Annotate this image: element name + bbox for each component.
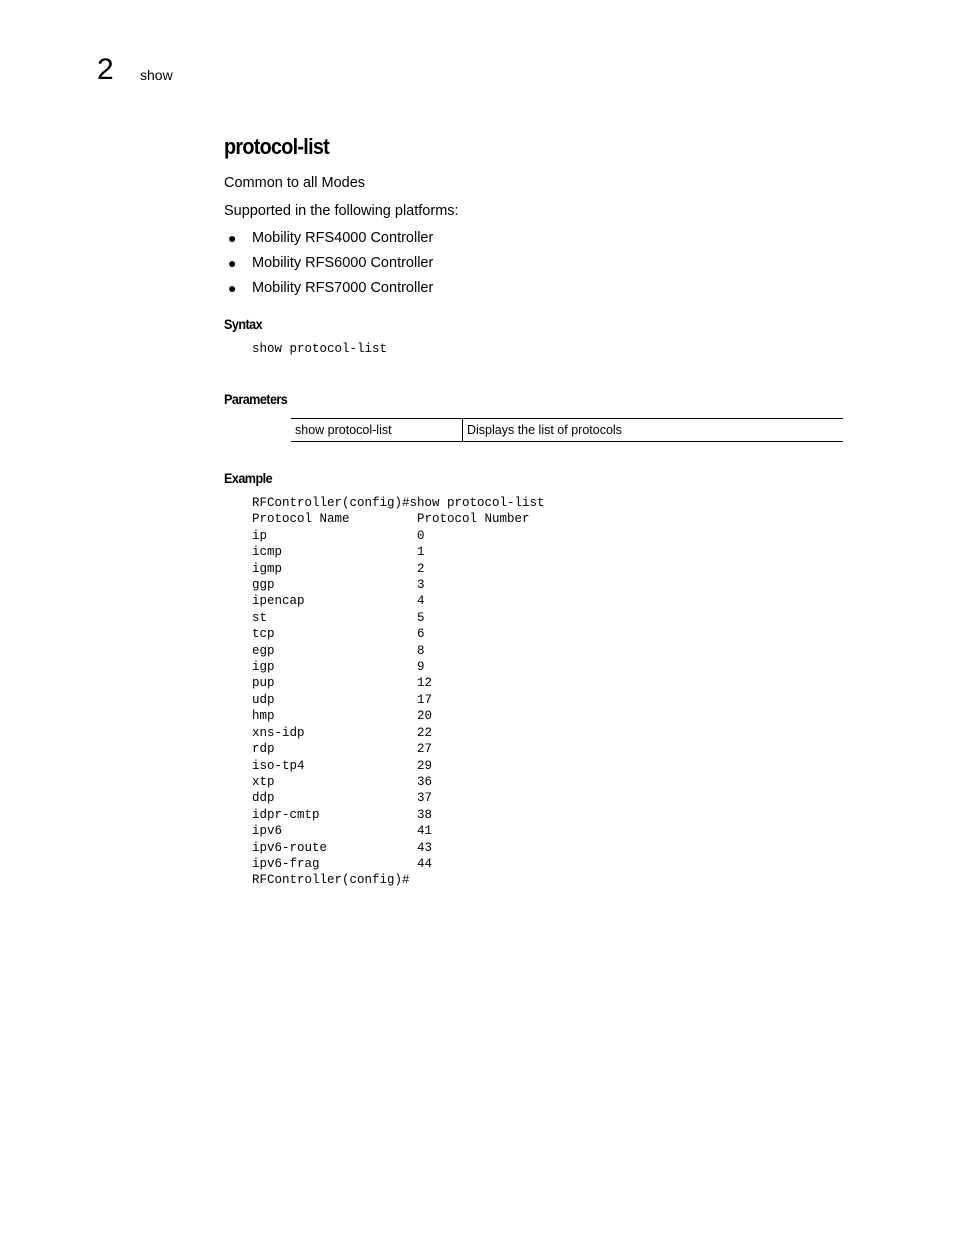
cli-output-row: tcp 6	[252, 627, 425, 642]
parameters-heading: Parameters	[224, 391, 288, 407]
parameter-name: show protocol-list	[291, 419, 463, 442]
cli-output-row: ip 0	[252, 528, 425, 543]
cli-output-row: ipv6 41	[252, 824, 433, 839]
cli-output-row: st 5	[252, 610, 425, 625]
platform-list-item	[224, 253, 433, 278]
bullet-icon: ●	[228, 280, 237, 296]
cli-output-row: xtp 36	[252, 774, 433, 789]
cli-output-row: ddp 37	[252, 791, 433, 806]
cli-output-row: igmp 2	[252, 561, 425, 576]
syntax-heading: Syntax	[224, 316, 263, 332]
example-output	[252, 495, 545, 889]
bullet-icon: ●	[228, 255, 237, 271]
platform-label: Mobility RFS7000 Controller	[252, 280, 434, 296]
chapter-name: show	[140, 67, 173, 83]
section-title: protocol-list	[224, 134, 330, 159]
cli-column-headers: Protocol Name Protocol Number	[252, 512, 530, 527]
mode-text: Common to all Modes	[224, 175, 366, 191]
parameters-table	[291, 418, 843, 442]
cli-output-row: ipv6-route 43	[252, 840, 433, 855]
cli-end-prompt: RFController(config)#	[252, 873, 410, 888]
cli-output-row: ipv6-frag 44	[252, 856, 433, 871]
platform-label: Mobility RFS4000 Controller	[252, 230, 434, 246]
parameter-description: Displays the list of protocols	[463, 419, 844, 442]
platforms-intro: Supported in the following platforms:	[224, 203, 459, 219]
cli-output-row: ggp 3	[252, 578, 425, 593]
bullet-icon: ●	[228, 230, 237, 246]
cli-output-row: xns-idp 22	[252, 725, 433, 740]
table-row	[291, 419, 843, 442]
cli-output-row: udp 17	[252, 692, 433, 707]
cli-output-row: pup 12	[252, 676, 433, 691]
cli-command-line: RFController(config)#show protocol-list	[252, 496, 545, 510]
cli-output-row: hmp 20	[252, 709, 433, 724]
platform-list	[224, 228, 433, 303]
syntax-command: show protocol-list	[252, 342, 388, 356]
cli-output-row: icmp 1	[252, 545, 425, 560]
platform-list-item	[224, 278, 433, 303]
cli-output-row: iso-tp4 29	[252, 758, 433, 773]
platform-label: Mobility RFS6000 Controller	[252, 255, 434, 271]
chapter-number: 2	[97, 53, 114, 86]
example-heading: Example	[224, 470, 273, 486]
cli-output-row: rdp 27	[252, 742, 433, 757]
platform-list-item	[224, 228, 433, 253]
cli-output-row: idpr-cmtp 38	[252, 807, 433, 822]
cli-output-row: egp 8	[252, 643, 425, 658]
cli-output-row: ipencap 4	[252, 594, 425, 609]
cli-output-row: igp 9	[252, 660, 425, 675]
